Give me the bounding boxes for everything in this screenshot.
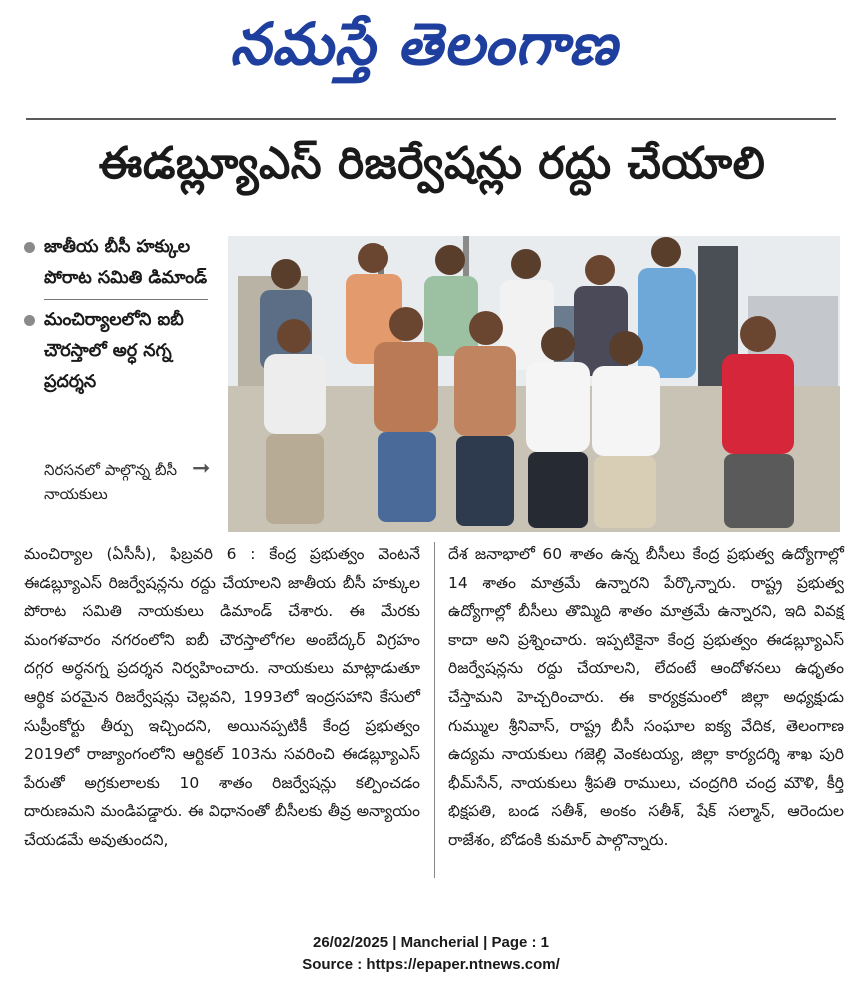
bullet-icon xyxy=(24,242,35,253)
masthead-divider xyxy=(26,118,836,120)
edition-info: 26/02/2025 | Mancherial | Page : 1 xyxy=(312,934,550,951)
article-column-right: దేశ జనాభాలో 60 శాతం ఉన్న బీసీలు కేంద్ర ప్రభుత్వ ఉద్యోగాల్లో 14 శాతం మాత్రమే ఉన్నారని పేర్కొన్నారు. రాష్ట్ర ప్రభుత్వ ఉద్యోగాల్లో బీసీలు తొమ్మిది శాతం మాత్రమే ఉన్నారని, ఇది వివక్ష కాదా అని ప్రశ్నించారు. ఇప్పటికైనా కేంద్ర ప్రభుత్వం ఈడబ్ల్యూఎస్ రిజర్వేషన్లను రద్దు చేయాలని, లేదంటే ఆందోళనలు ఉధృతం చేస్తామని హెచ్చరించారు. ఈ కార్యక్రమంలో జిల్లా అధ్యక్షుడు గుమ్ముల శ్రీనివాస్, రాష్ట్ర బీసీ సంఘాల ఐక్య వేదిక, తెలంగాణ ఉద్యమ నాయకులు గజెల్లి వెంకటయ్య, జిల్లా కార్యదర్శి శాఖ పురి భీమ్‌సేన్, నాయకులు శ్రీపతి రాములు, చంద్రగిరి చంద్ర మౌళి, కీర్తి భిక్షపతి, బండ సతీశ్, అంకం సతీశ్, షేక్ సల్మాన్, ఆరెందుల రాజేశం, బోడంకి కుమార్ పాల్గొన్నారు. xyxy=(448,545,844,849)
bullet-icon xyxy=(24,315,35,326)
article-body xyxy=(24,540,844,880)
highlight-text: జాతీయ బీసీ హక్కుల పోరాట సమితి డిమాండ్ xyxy=(44,237,208,288)
highlights-list xyxy=(22,232,212,398)
newspaper-logo: నమస్తే తెలంగాణ xyxy=(230,10,618,78)
photo-caption-block xyxy=(22,458,232,506)
protest-photo-illustration xyxy=(228,236,840,532)
source-link[interactable]: Source : https://epaper.ntnews.com/ xyxy=(302,956,560,973)
article-column-left: మంచిర్యాల (ఏసీసీ), ఫిబ్రవరి 6 : కేంద్ర ప్రభుత్వం వెంటనే ఈడబ్ల్యూఎస్ రిజర్వేషన్లను రద్దు చేయాలని జాతీయ బీసీ హక్కుల పోరాట సమితి నాయకులు డిమాండ్ చేశారు. ఈ మేరకు మంగళవారం నగరంలోని ఐబీ చౌరస్తాలోగల అంబేద్కర్ విగ్రహం దగ్గర అర్ధనగ్న ప్రదర్శన నిర్వహించారు. నాయకులు మాట్లాడుతూ ఆర్థిక పరమైన రిజర్వేషన్లు చెల్లవని, 1993లో ఇంద్రసహాని కేసులో సుప్రీంకోర్టు తీర్పు ఇచ్చిందని, అయినప్పటికీ కేంద్ర ప్రభుత్వం 2019లో రాజ్యాంగంలోని ఆర్టికల్ 103ను సవరించి ఈడబ్ల్యూఎస్ పేరుతో అగ్రకులాలకు 10 శాతం రిజర్వేషన్లు కల్పించడం దారుణమని మండిపడ్డారు. ఈ విధానంతో బీసీలకు తీవ్ర అన్యాయం చేయడమే అవుతుందని, xyxy=(24,545,420,849)
news-photo xyxy=(228,236,840,532)
highlight-item xyxy=(22,232,212,294)
highlight-divider xyxy=(44,299,208,300)
photo-caption: నిరసనలో పాల్గొన్న బీసీ నాయకులు xyxy=(44,461,178,503)
masthead xyxy=(0,0,862,110)
column-divider xyxy=(434,542,435,878)
highlight-item xyxy=(22,305,212,398)
arrow-right-icon: ➞ xyxy=(192,456,211,481)
headline: ఈడబ్ల్యూఎస్ రిజర్వేషన్లు రద్దు చేయాలి xyxy=(98,138,766,189)
highlight-text: మంచిర్యాలలోని ఐబీ చౌరస్తాలో అర్ధ నగ్న ప్రదర్శన xyxy=(44,310,184,392)
